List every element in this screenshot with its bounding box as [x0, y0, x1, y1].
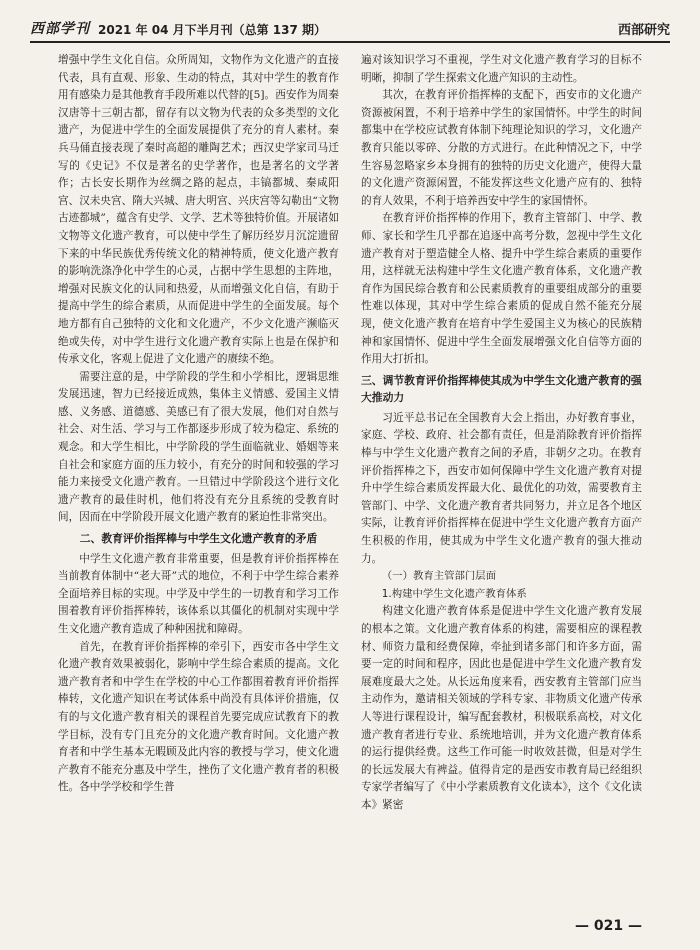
paragraph: 构建文化遗产教育体系是促进中学生文化遗产教育发展的根本之策。文化遗产教育体系的构建，需要相应的课程教材、师资力量和经费保障，牵扯到诸多部门和许多方面，需要一定的时间和程序，因此也是促进中学生文化遗产教育发展难度最大之处。从长远角度来看，西安教育主管部门应当主动作为，邀请相关领域的学科专家、非物质文化遗产传承人等进行课程设计，编写配套教材，积极联系高校，对文化遗产教育者进行专业、系统地培训，并为文化遗产教育体系的运行提供经费。这些工作可能一时收效甚微，但是对学生的长远发展大有裨益。值得肯定的是西安市教育局已经组织专家学者编写了《中小学素质教育文化读本》，这个《文化读本》紧密: [361, 605, 642, 811]
section-title: 西部研究: [617, 23, 670, 38]
paragraph: 其次，在教育评价指挥棒的支配下，西安市的文化遗产资源被闲置，不利于培养中学生的家国情怀。中学生的时间都集中在学校应试教育体制下纯理论知识的学习，文化遗产教育只能以零碎、分散的方式进行。在此种情况之下，中学生容易忽略家乡本身拥有的独特的历史文化遗产，使得大量的文化遗产资源闲置，不能发挥这些文化遗产应有的、独特的育人效果，不利于培养西安中学生的家国情怀。: [361, 89, 642, 207]
paragraph: 遍对该知识学习不重视，学生对文化遗产教育学习的目标不明晰，抑制了学生探索文化遗产知识的主动性。: [361, 54, 642, 84]
paragraph: 在教育评价指挥棒的作用下，教育主管部门、中学、教师、家长和学生几乎都在追逐中高考分数，忽视中学生文化遗产教育对于塑造健全人格、提升中学生综合素质的重要作用，这样就无法构建中学生文化遗产教育体系，文化遗产教育作为国民综合教育和公民素质教育的重要组成部分的重要性难以体现，其对中学生综合素质的促成自然不能充分展现，使文化遗产教育在培育中学生爱国主义为核心的民族精神和家国情怀、促进中学生全面发展增强文化自信等方面的作用大打折扣。: [361, 212, 642, 366]
subsubsection-heading: 1.构建中学生文化遗产教育体系: [381, 587, 527, 600]
subsection-heading: （一）教育主管部门层面: [381, 570, 497, 583]
paragraph: 习近平总书记在全国教育大会上指出，办好教育事业，家庭、学校、政府、社会都有责任，但是消除教育评价指挥棒与中学生文化遗产教育之间的矛盾，非朝夕之功。在教育评价指挥棒之下，西安市如何保障中学生文化遗产教育对提升中学生综合素质发挥最大化、最优化的功效，需要教育主管部门、中学、文化遗产教育者共同努力，并立足各个地区实际，让教育评价指挥棒在促进中学生文化遗产教育方面产生积极的作用，使其成为中学生文化遗产教育的强大推动力。: [361, 411, 642, 565]
header-left: [30, 18, 326, 38]
section-heading: 三、调节教育评价指挥棒使其成为中学生文化遗产教育的强大推动力: [361, 373, 642, 405]
issue-info: 2021 年 04 月下半月刊（总第 137 期）: [98, 23, 327, 37]
paragraph: 首先，在教育评价指挥棒的牵引下，西安市各中学生文化遗产教育效果被弱化，影响中学生综合素质的提高。文化遗产教育者和中学生在学校的中心工作都围着教育评价指挥棒转，文化遗产知识在考试体系中尚没有具体评价措施，仅有的与文化遗产教育相关的课程首先要完成应试教育下的教学目标，没有专门且充分的文化遗产教育时间。文化遗产教育者和中学生基本无暇顾及此内容的教授与学习，使文化遗产教育不能充分惠及中学生，挫伤了文化遗产教育者的积极性。各中学学校和学生普: [58, 640, 339, 794]
page-header: [30, 12, 670, 43]
page-number: — 021 —: [575, 918, 642, 934]
paragraph: 中学生文化遗产教育非常重要，但是教育评价指挥棒在当前教育体制中“老大哥”式的地位，不利于中学生综合素养全面培养目标的实现。中学及中学生的一切教育和学习工作围着教育评价指挥棒转，该体系以其僵化的机制对实现中学生文化遗产教育造成了种种困扰和障碍。: [58, 552, 339, 635]
section-heading: 二、教育评价指挥棒与中学生文化遗产教育的矛盾: [79, 532, 318, 546]
journal-title: 西部学刊: [30, 21, 90, 37]
paragraph: 需要注意的是，中学阶段的学生和小学相比，逻辑思维发展迅速，智力已经接近成熟，集体主义情感、爱国主义情感、义务感、道德感、美感已有了很大发展，他们对自然与社会、对生活、学习与工作都逐步形成了较为稳定、系统的观念。和大学生相比，中学阶段的学生面临就业、婚姻等来自社会和家庭方面的压力较小，有充分的时间和较强的学习能力来接受文化遗产教育。一旦错过中学阶段这个进行文化遗产教育的最佳时机，他们将没有充分且系统的受教育时间，因而在中学阶段开展文化遗产教育的紧迫性非常突出。: [58, 370, 339, 524]
right-column: [361, 52, 642, 902]
article-body: [58, 52, 642, 902]
left-column: [58, 52, 339, 902]
paragraph: 增强中学生文化自信。众所周知，文物作为文化遗产的直接代表，具有直观、形象、生动的特点，其对中学生的教育作用有感染力是其他教育手段所难以代替的[5]。西安作为周秦汉唐等十三朝古都，留存有以文物为代表的众多类型的文化遗产，为促进中学生的全面发展提供了充分的育人素材。秦兵马俑直接表现了秦时高超的雕陶艺术；西汉史学家司马迁写的《史记》不仅是著名的史学著作，也是著名的文学著作；古长安长期作为丝绸之路的起点，丰镐都城、秦咸阳宫、汉未央宫、隋大兴城、唐大明宫、兴庆宫等勾勒出“文物古迹都城”，蕴含有史学、文学、艺术等独特价值。开展诸如文物等文化遗产教育，可以使中学生了解历经岁月沉淀遗留下来的中华民族优秀传统文化的精神特质，使文化遗产教育的影响洗涤净化中学生的心灵，占据中学生思想的主阵地，增强对民族文化的认同和热爱，从而增强文化自信，有助于提高中学生的综合素质，从而促进中学生的全面发展。每个地方都有自己独特的文化和文化遗产，不少文化遗产濒临灭绝或失传，对中学生进行文化遗产教育实际上也是在保护和传承文化，客观上促进了文化遗产的赓续不绝。: [58, 54, 339, 366]
